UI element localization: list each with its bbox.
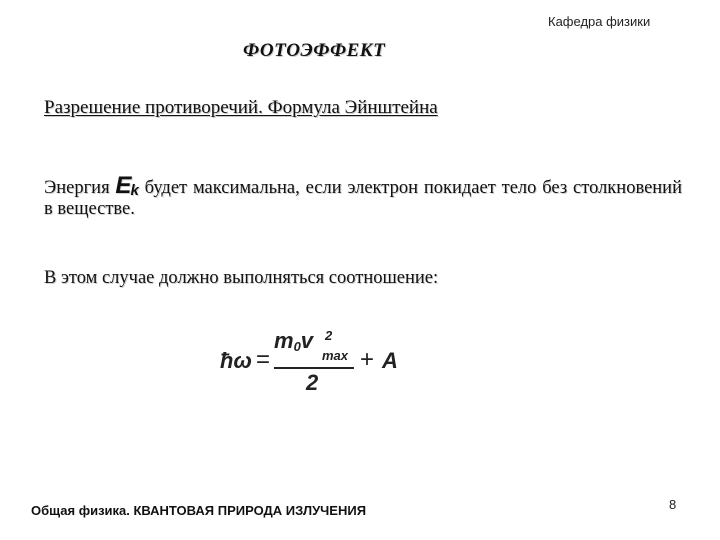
paragraph-text-after: будет максимальна, если электрон покидает тело без столкновений в веществе. — [44, 178, 682, 219]
symbol-e: E — [115, 172, 132, 199]
formula-numerator — [274, 328, 313, 354]
page-number: 8 — [669, 497, 677, 512]
symbol-subscript-k: k — [130, 182, 139, 199]
formula-mass: m — [274, 328, 294, 353]
formula-plus-sign: + — [360, 346, 375, 373]
slide-title: ФОТОЭФФЕКТ — [243, 40, 386, 61]
paragraph-text-before: Энергия — [44, 178, 116, 198]
formula-velocity-subscript: max — [322, 348, 349, 363]
section-heading: Разрешение противоречий. Формула Эйнштейна — [44, 97, 438, 118]
footer-course-title: Общая физика. КВАНТОВАЯ ПРИРОДА ИЗЛУЧЕНИЯ — [31, 503, 367, 518]
einstein-formula — [212, 328, 412, 398]
energy-paragraph — [44, 172, 682, 220]
formula-denominator: 2 — [306, 370, 319, 395]
formula-lhs: ħω — [220, 348, 252, 373]
formula-velocity: v — [300, 328, 314, 353]
formula-fraction-bar — [274, 367, 354, 369]
kinetic-energy-symbol — [115, 172, 138, 199]
department-label: Кафедра физики — [548, 14, 651, 29]
formula-velocity-superscript: 2 — [325, 328, 333, 343]
relation-intro-text: В этом случае должно выполняться соотношение: — [44, 268, 439, 288]
formula-work-function: A — [382, 348, 398, 373]
formula-equals-sign: = — [256, 346, 271, 373]
formula-mass-subscript: 0 — [293, 339, 301, 354]
